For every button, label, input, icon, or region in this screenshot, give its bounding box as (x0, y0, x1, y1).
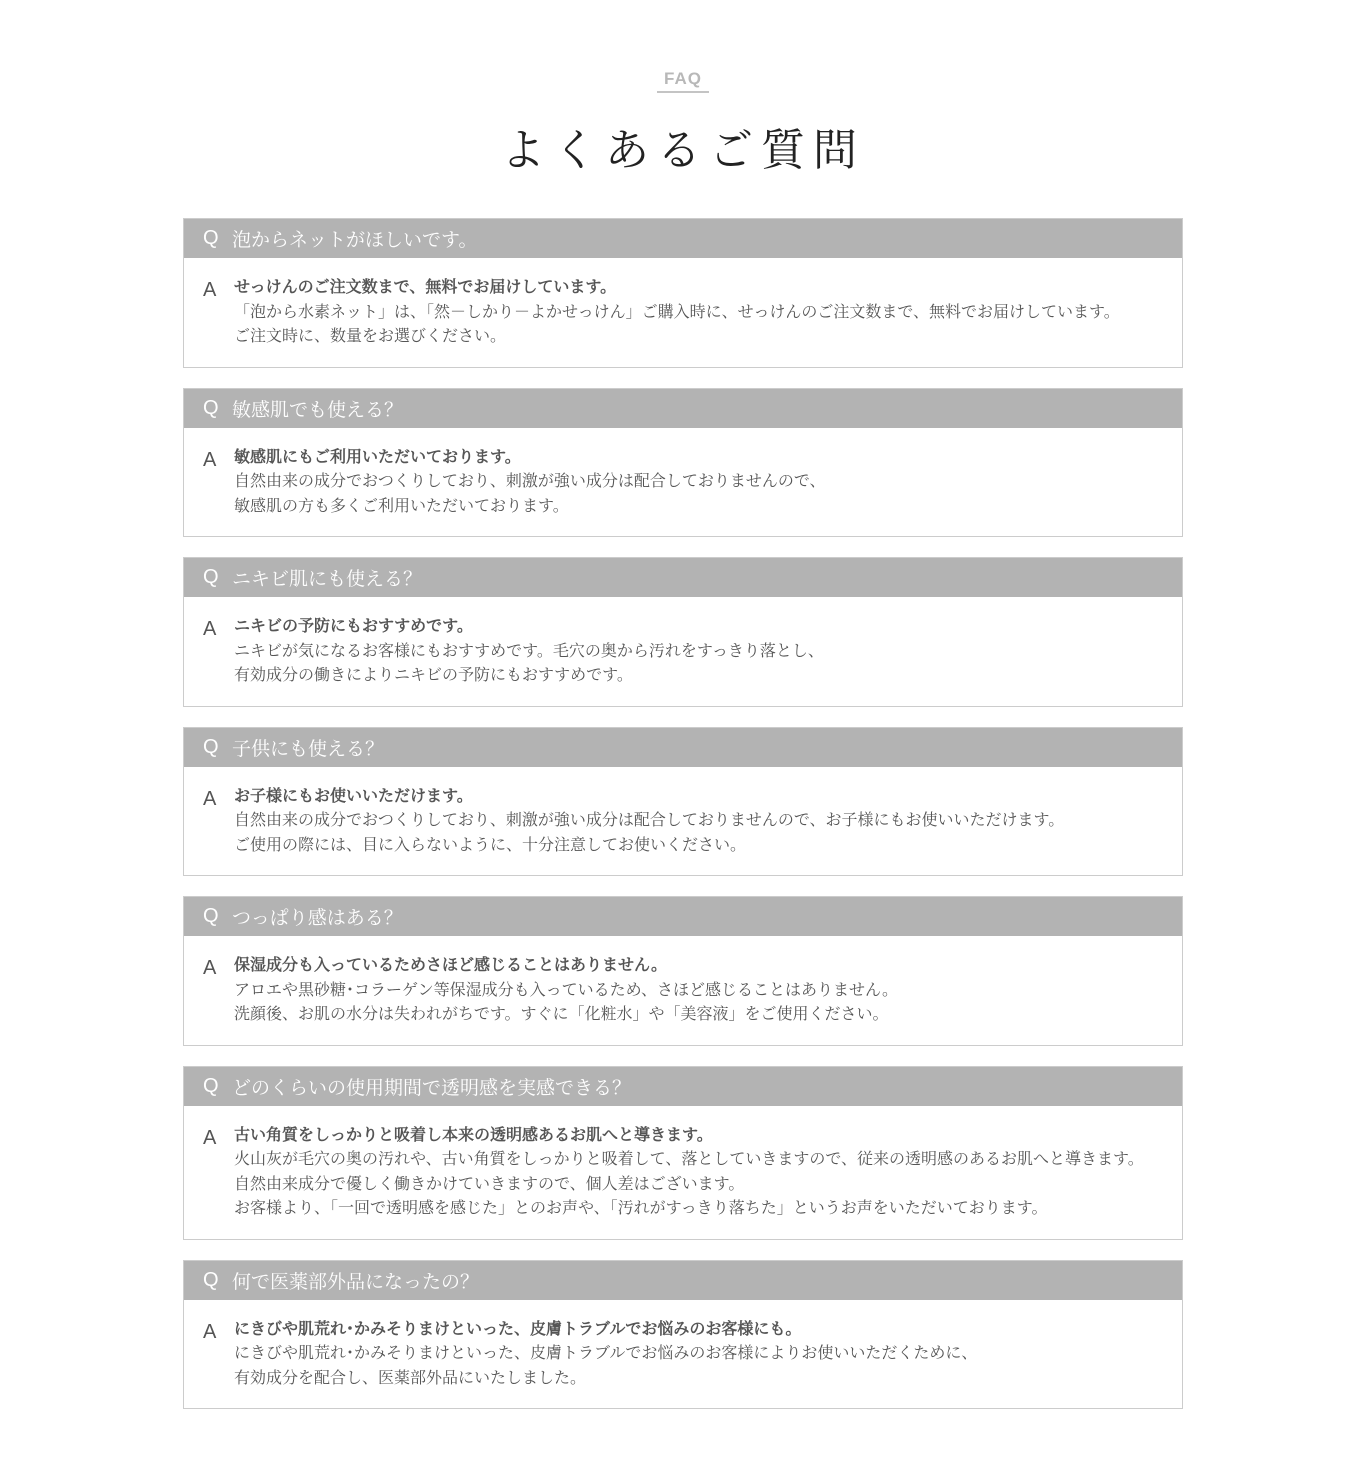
faq-item-5 (183, 896, 1183, 1046)
question-mark: Q (203, 1074, 219, 1097)
faq-question[interactable] (184, 1067, 1182, 1106)
question-mark: Q (203, 566, 219, 588)
faq-item-6 (183, 1066, 1183, 1240)
answer-body (234, 614, 1162, 688)
answer-lead: お子様にもお使いいただけます。 (234, 785, 473, 805)
question-text: 敏感肌でも使える？ (232, 398, 404, 421)
faq-answer (184, 767, 1182, 876)
faq-question[interactable] (184, 1261, 1182, 1300)
answer-lines (234, 1341, 1162, 1390)
faq-answer (184, 428, 1182, 537)
question-text: 子供にも使える？ (232, 737, 385, 760)
faq-question[interactable] (184, 558, 1182, 597)
answer-line: にきびや肌荒れ･かみそりまけといった、皮膚トラブルでお悩みのお客様によりお使いいただくために、 (234, 1343, 978, 1362)
answer-lines (234, 808, 1162, 857)
question-mark: Q (203, 905, 219, 927)
answer-body (234, 1123, 1162, 1221)
answer-line: ニキビが気になるお客様にもおすすめです。毛穴の奥から汚れをすっきり落とし、 (234, 640, 824, 660)
faq-question[interactable] (184, 389, 1182, 428)
faq-answer (184, 1106, 1182, 1239)
answer-lead: にきびや肌荒れ･かみそりまけといった、皮膚トラブルでお悩みのお客様にも。 (234, 1318, 802, 1338)
faq-item-2 (183, 388, 1183, 538)
faq-answer (184, 258, 1182, 367)
answer-mark: A (203, 618, 217, 640)
answer-line: 敏感肌の方も多くご利用いただいております。 (234, 495, 569, 515)
answer-line: 洗顔後、お肌の水分は失われがちです。すぐに「化粧水」や「美容液」をご使用ください。 (234, 1004, 889, 1023)
question-mark: Q (203, 1268, 219, 1291)
answer-line: 火山灰が毛穴の奥の汚れや、古い角質をしっかりと吸着して、落としていきますので、従来の透明感のあるお肌へと導きます。 (234, 1149, 1144, 1168)
page-title: よくあるご質問 (501, 125, 865, 176)
faq-header (0, 0, 1366, 179)
answer-body (234, 1317, 1162, 1391)
question-text: つっぱり感はある？ (232, 907, 403, 929)
question-text: どのくらいの使用期間で透明感を実感できる？ (232, 1076, 632, 1099)
answer-mark: A (203, 279, 217, 301)
faq-question[interactable] (184, 219, 1182, 258)
answer-mark: A (203, 787, 217, 810)
faq-item-7 (183, 1260, 1183, 1410)
answer-body (234, 275, 1162, 349)
question-mark: Q (203, 735, 219, 758)
question-text: 何で医薬部外品になったの？ (232, 1270, 480, 1293)
answer-line: 有効成分の働きによりニキビの予防にもおすすめです。 (234, 665, 633, 684)
answer-mark: A (203, 448, 217, 471)
question-text: 泡からネットがほしいです。 (232, 229, 478, 251)
faq-question[interactable] (184, 728, 1182, 767)
answer-body (234, 784, 1162, 858)
answer-lines (234, 978, 1162, 1027)
answer-line: 自然由来の成分でおつくりしており、刺激が強い成分は配合しておりませんので、 (234, 471, 826, 490)
answer-mark: A (203, 1126, 217, 1149)
answer-line: 「泡から水素ネット」は、「然－しかり－よかせっけん」ご購入時に、せっけんのご注文数まで、無料でお届けしています。 (234, 301, 1120, 321)
faq-answer (184, 1300, 1182, 1409)
faq-answer (184, 597, 1182, 706)
faq-eyebrow: FAQ (657, 68, 709, 93)
faq-item-3 (183, 557, 1183, 707)
answer-line: アロエや黒砂糖･コラーゲン等保湿成分も入っているため、さほど感じることはありません。 (234, 979, 899, 999)
question-mark: Q (203, 227, 219, 249)
faq-item-4 (183, 727, 1183, 877)
answer-lead: 古い角質をしっかりと吸着し本来の透明感あるお肌へと導きます。 (234, 1124, 713, 1144)
answer-line: 自然由来の成分でおつくりしており、刺激が強い成分は配合しておりませんので、お子様にもお使いいただけます。 (234, 810, 1065, 829)
answer-mark: A (203, 1320, 217, 1343)
answer-lead: 敏感肌にもご利用いただいております。 (234, 446, 521, 466)
faq-item-1 (183, 218, 1183, 368)
answer-lines (234, 469, 1162, 518)
faq-list (183, 218, 1183, 1429)
question-mark: Q (203, 396, 219, 419)
faq-question[interactable] (184, 897, 1182, 936)
answer-lines (234, 300, 1162, 349)
answer-lines (234, 639, 1162, 688)
answer-body (234, 953, 1162, 1027)
answer-line: 自然由来成分で優しく働きかけていきますので、個人差はございます。 (234, 1173, 745, 1193)
answer-lead: 保湿成分も入っているためさほど感じることはありません。 (234, 955, 667, 974)
faq-answer (184, 936, 1182, 1045)
answer-lead: ニキビの予防にもおすすめです。 (234, 616, 473, 635)
answer-line: ご使用の際には、目に入らないように、十分注意してお使いください。 (234, 834, 747, 854)
answer-line: ご注文時に、数量をお選びください。 (234, 326, 507, 345)
answer-body (234, 445, 1162, 519)
answer-lead: せっけんのご注文数まで、無料でお届けしています。 (234, 277, 617, 296)
answer-line: お客様より、「一回で透明感を感じた」とのお声や、「汚れがすっきり落ちた」というお声をいただいております。 (234, 1198, 1048, 1217)
answer-lines (234, 1147, 1162, 1221)
answer-mark: A (203, 957, 217, 979)
question-text: ニキビ肌にも使える？ (232, 568, 423, 590)
answer-line: 有効成分を配合し、医薬部外品にいたしました。 (234, 1367, 587, 1387)
